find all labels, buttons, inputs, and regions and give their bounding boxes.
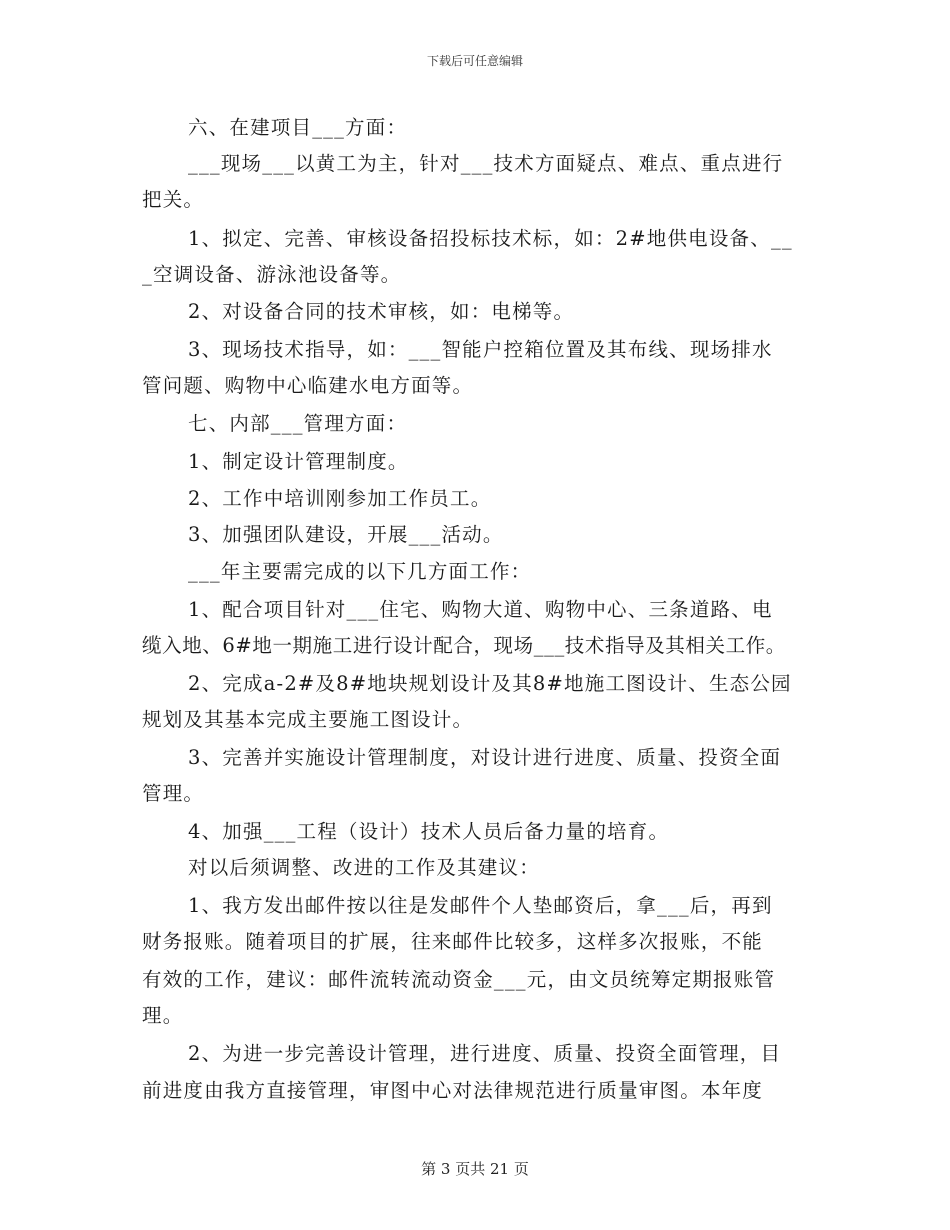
text-line: 1、我方发出邮件按以往是发邮件个人垫邮资后，拿___后，再到 <box>188 894 773 917</box>
text-line: 有效的工作，建议：邮件流转流动资金___元，由文员统筹定期报账管 <box>142 968 776 991</box>
text-line: 1、拟定、完善、审核设备招投标技术标，如：2#地供电设备、__ <box>188 227 793 250</box>
text-line: ___现场___以黄工为主，针对___技术方面疑点、难点、重点进行 <box>188 152 784 175</box>
text-line: 对以后须调整、改进的工作及其建议： <box>188 856 540 879</box>
text-line: ___年主要需完成的以下几方面工作： <box>188 560 532 583</box>
text-line: 财务报账。随着项目的扩展，往来邮件比较多，这样多次报账，不能 <box>142 930 764 953</box>
text-line: _空调设备、游泳池设备等。 <box>142 263 402 286</box>
text-line: 3、加强团队建设，开展___活动。 <box>188 523 504 546</box>
text-line: 六、在建项目___方面： <box>188 116 408 139</box>
text-line: 前进度由我方直接管理，审图中心对法律规范进行质量审图。本年度 <box>142 1079 764 1102</box>
text-line: 2、为进一步完善设计管理，进行进度、质量、投资全面管理，目 <box>188 1042 782 1065</box>
text-line: 七、内部___管理方面： <box>188 412 408 435</box>
text-line: 管问题、购物中心临建水电方面等。 <box>142 374 474 397</box>
text-line: 4、加强___工程（设计）技术人员后备力量的培育。 <box>188 820 670 843</box>
text-line: 管理。 <box>142 782 205 805</box>
text-line: 1、配合项目针对___住宅、购物大道、购物中心、三条道路、电 <box>188 598 773 621</box>
text-line: 规划及其基本完成主要施工图设计。 <box>142 708 474 731</box>
text-line: 把关。 <box>142 188 205 211</box>
text-line: 缆入地、6#地一期施工进行设计配合，现场___技术指导及其相关工作。 <box>142 634 786 657</box>
text-line: 理。 <box>142 1004 184 1027</box>
text-line: 3、完善并实施设计管理制度，对设计进行进度、质量、投资全面 <box>188 746 782 769</box>
text-line: 1、制定设计管理制度。 <box>188 450 409 473</box>
text-line: 2、工作中培训刚参加工作员工。 <box>188 487 492 510</box>
page-number-footer: 第 3 页共 21 页 <box>421 1160 529 1178</box>
text-line: 2、完成a-2#及8#地块规划设计及其8#地施工图设计、生态公园 <box>188 672 792 695</box>
text-line: 3、现场技术指导，如：___智能户控箱位置及其布线、现场排水 <box>188 338 773 361</box>
text-line: 2、对设备合同的技术审核，如：电梯等。 <box>188 300 575 323</box>
page-header: 下载后可任意编辑 <box>426 54 523 68</box>
